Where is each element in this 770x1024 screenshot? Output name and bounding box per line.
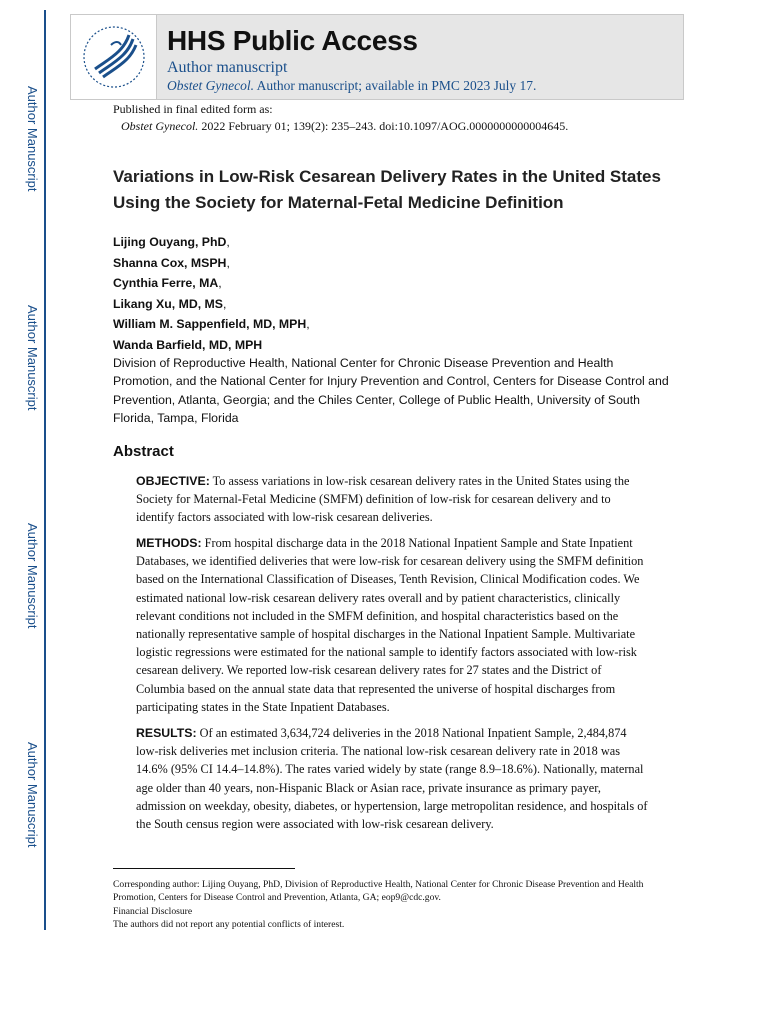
availability-text: Author manuscript; available in PMC 2023 July 17. — [253, 78, 537, 93]
margin-rule — [44, 10, 46, 930]
author-separator: , — [223, 296, 227, 311]
author-name: Cynthia Ferre, MA — [113, 276, 219, 290]
author-separator: , — [226, 255, 230, 270]
objective-text: To assess variations in low-risk cesarean delivery rates in the United States using the Society for Maternal-Fetal Medicine (SMFM) definition of low-risk for cesarean delivery and to identify factors associated with low-risk cesarean deliveries. — [136, 474, 630, 525]
citation — [113, 118, 568, 135]
author-list — [113, 232, 310, 355]
header-title: HHS Public Access — [167, 25, 418, 56]
header-availability — [167, 78, 536, 94]
author-separator: , — [226, 235, 230, 249]
author-name: Wanda Barfield, MD, MPH — [113, 337, 263, 352]
author-name: Lijing Ouyang, PhD — [113, 235, 227, 249]
header-subtitle: Author manuscript — [167, 59, 288, 76]
abstract-objective — [136, 472, 650, 527]
author — [113, 335, 310, 356]
side-label-author-manuscript: Author Manuscript — [25, 523, 40, 629]
side-label-author-manuscript: Author Manuscript — [25, 305, 40, 411]
author — [113, 294, 310, 315]
results-text: Of an estimated 3,634,724 deliveries in the 2018 National Inpatient Sample, 2,484,874 low-risk deliveries met inclusion criteria. The national low-risk cesarean delivery rate in 2018 was 14.6% (95% CI 14.4–14.8%). The rates varied widely by state (range 8.9–18.6%). Nationally, maternal age older than 40 years, non-Hispanic Black or Asian race, private insurance as primary payer, admission on weekday, obesity, diabetes, or hypertension, large metropolitan residence, and hospitals of the South census region were associated with low-risk cesarean delivery. — [136, 726, 648, 832]
side-label-author-manuscript: Author Manuscript — [25, 86, 40, 192]
abstract-results — [136, 724, 650, 833]
author — [113, 232, 310, 253]
author-separator: , — [306, 317, 310, 331]
abstract-heading: Abstract — [113, 443, 174, 460]
journal-abbrev: Obstet Gynecol. — [167, 78, 254, 93]
author-name: William M. Sappenfield, MD, MPH — [113, 317, 307, 331]
hhs-eagle-logo-icon — [81, 23, 147, 91]
logo-box — [71, 15, 157, 99]
results-label: RESULTS: — [136, 726, 197, 740]
author-separator: , — [218, 276, 222, 290]
author — [113, 273, 310, 294]
publication-note — [113, 101, 568, 135]
citation-details: 2022 February 01; 139(2): 235–243. doi:10.1097/AOG.0000000000004645. — [198, 119, 569, 133]
disclosure-heading: Financial Disclosure — [113, 905, 193, 917]
footnote-divider — [113, 868, 295, 869]
abstract-methods — [136, 534, 650, 716]
author-name: Likang Xu, MD, MS — [113, 296, 223, 311]
author — [113, 253, 310, 274]
author-name: Shanna Cox, MSPH — [113, 255, 227, 270]
article-title: Variations in Low-Risk Cesarean Delivery Rates in the United States Using the Society for Maternal-Fetal Medicine Definition — [113, 167, 661, 212]
author — [113, 314, 310, 335]
footnotes — [113, 878, 653, 932]
publication-label: Published in final edited form as: — [113, 102, 273, 116]
objective-label: OBJECTIVE: — [136, 474, 210, 488]
affiliation: Division of Reproductive Health, National Center for Chronic Disease Prevention and Health Promotion, and the National Center for Injury Prevention and Control, Centers for Disease Control and Prevention, Atlanta, Georgia; and the Chiles Center, College of Public Health, University of South Florida, Tampa, Florida — [113, 356, 669, 425]
side-label-author-manuscript: Author Manuscript — [25, 742, 40, 848]
hhs-header-banner — [70, 14, 684, 100]
methods-label: METHODS: — [136, 536, 202, 550]
disclosure-text: The authors did not report any potential conflicts of interest. — [113, 919, 345, 931]
citation-journal: Obstet Gynecol. — [121, 119, 199, 133]
corresponding-author: Corresponding author: Lijing Ouyang, PhD, Division of Reproductive Health, National Center for Chronic Disease Prevention and Health Promotion, Centers for Disease Control and Prevention, Atlanta, GA; eop9@cdc.gov. — [113, 879, 644, 904]
methods-text: From hospital discharge data in the 2018 National Inpatient Sample and State Inpatient Databases, we identified deliveries that were low-risk for cesarean delivery using the SMFM definition based on the International Classification of Diseases, Tenth Revision, Clinical Modification codes. We estimated national low-risk cesarean delivery rates overall and by patient characteristics, clinically relevant conditions not included in the SMFM definition, and hospital characteristics based on the nationally representative sample of hospital discharges in the National Inpatient Sample. Multivariate logistic regressions were estimated for the national sample to identify factors associated with low-risk cesarean delivery. We reported low-risk cesarean delivery rates for 27 states and the District of Columbia based on the annual state data that represented the universe of hospital discharges from participating states in the State Inpatient Databases. — [136, 536, 644, 714]
